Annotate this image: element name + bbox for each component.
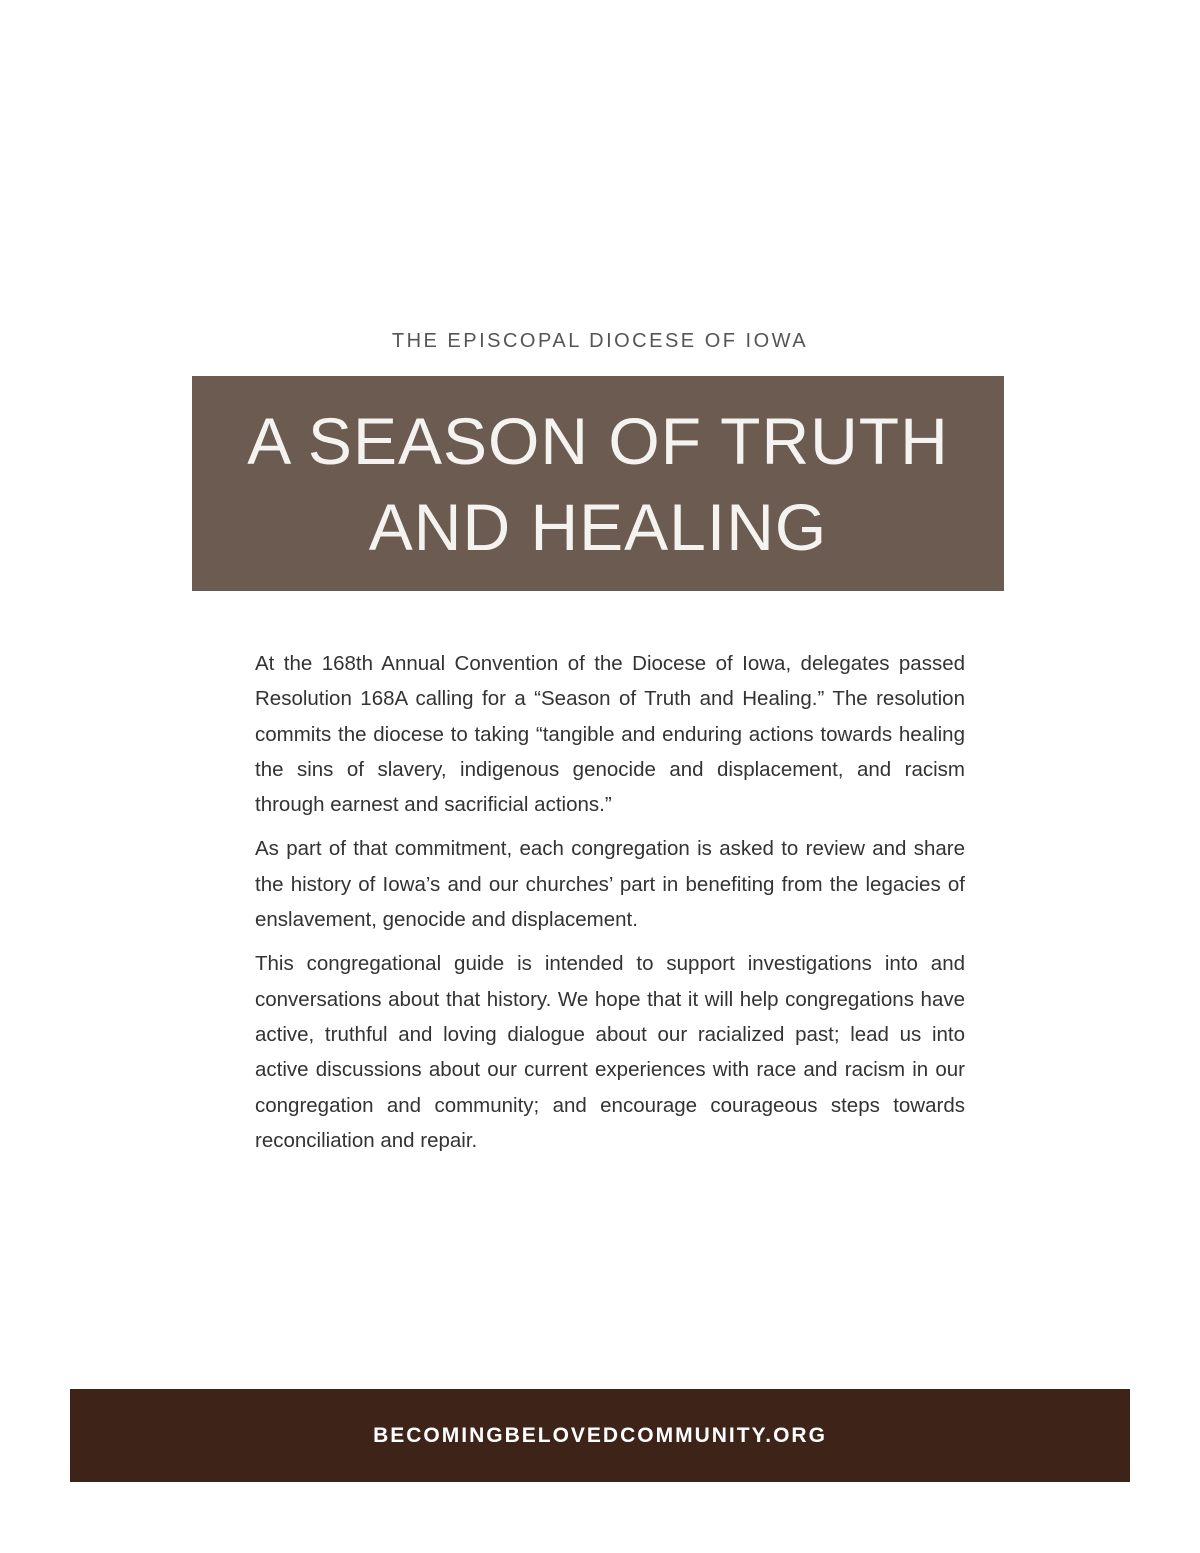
paragraph-commitment: As part of that commitment, each congregation is asked to review and share the history of Iowa’s and our churches’ part in benefiting from the legacies of enslavement, genocide and displacement. [255, 837, 965, 932]
page-title [247, 398, 949, 570]
footer-bar [70, 1389, 1130, 1482]
page-title-line-1: A SEASON OF TRUTH [247, 403, 949, 478]
page-title-line-2: AND HEALING [368, 489, 828, 564]
paragraph-resolution: At the 168th Annual Convention of the Diocese of Iowa, delegates passed Resolution 168A calling for a “Season of Truth and Healing.” The resolution commits the diocese to taking “tangible and enduring actions towards healing the sins of slavery, indigenous genocide and displacement, and racism through earnest and sacrificial actions.” [255, 652, 965, 817]
title-banner [192, 376, 1004, 591]
website-link[interactable]: BECOMINGBELOVEDCOMMUNITY.ORG [373, 1423, 827, 1447]
paragraph-guide-purpose: This congregational guide is intended to support investigations into and conversations about that history. We hope that it will help congregations have active, truthful and loving dialogue about our racialized past; lead us into active discussions about our current experiences with race and racism in our congregation and community; and encourage courageous steps towards reconciliation and repair. [255, 952, 965, 1152]
organization-name: THE EPISCOPAL DIOCESE OF IOWA [391, 330, 809, 352]
body-text [255, 646, 965, 1167]
